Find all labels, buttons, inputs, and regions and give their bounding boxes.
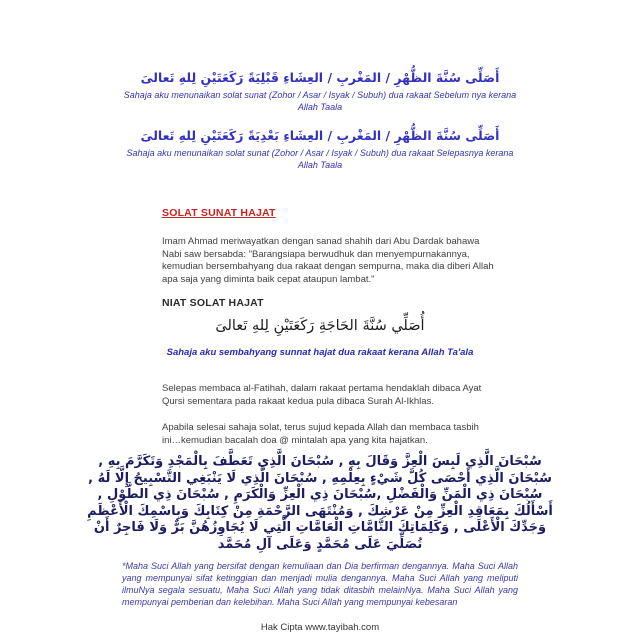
niat-solat-hajat-title: NIAT SOLAT HAJAT (162, 297, 264, 309)
badiyah-translation: Sahaja aku menunaikan solat sunat (Zohor / Asar / Isyak / Subuh) dua rakaat Selepasnya kerana Allah Taala (126, 148, 514, 170)
niat-arabic-text: أُصَلِّي سُنَّةَ الحَاجَةِ رَكَعَتَيْنِ لِلهِ تَعالىَ (215, 318, 425, 334)
main-column (162, 207, 496, 309)
qabliyah-translation: Sahaja aku menunaikan solat sunat (Zohor / Asar / Isyak / Subuh) dua rakaat Sebelum nya kerana Allah Taala (123, 90, 517, 112)
instruction-fatihah: Selepas membaca al-Fatihah, dalam rakaat pertama hendaklah dibaca Ayat Qursi sementara pada rakaat kedua pula dibaca Surah Al-Ikhlas. (162, 383, 482, 407)
tasbih-line-1: سُبْحَانَ الَّذِي لَبِسَ الْعِزَّ وَقَالَ بِهِ , سُبْحَانَ الَّذِي تَعَطَّفَ بِالْمَجْدِ وَتَكَرَّمَ بِهِ , (98, 454, 542, 469)
copyright-footer: Hak Cipta www.tayibah.com (260, 622, 380, 633)
section-title-solat-sunat-hajat: SOLAT SUNAT HAJAT (162, 207, 276, 219)
hadith-paragraph: Imam Ahmad meriwayatkan dengan sanad shahih dari Abu Dardak bahawa Nabi saw bersabda: "Barangsiapa berwudhuk dan menyempurnakannya, kemudian bersembahyang dua rakaat dengan sempurna, maka dia diberi Allah apa saja yang diminta baik cepat ataupun lambat." (162, 236, 494, 285)
instruction-column (162, 383, 496, 447)
tasbih-arabic-block (0, 454, 640, 553)
tasbih-line-5: وَجَدِّكَ الْأَعْلَى , وَكَلِمَاتِكَ التَّامَّاتِ الْعَامَّاتِ الَّتِي لَا يُجَاوِزُهُنَّ بَرٌّ وَلَا فَاجِرٌ أَنْ (93, 520, 547, 535)
tasbih-line-4: أَسْأَلُكَ بِمَعَاقِدِ الْعِزِّ مِنْ عَرْشِكَ , وَمُنْتَهَى الرَّحْمَةِ مِنْ كِتَابِكَ وَبِاسْمِكَ الْأَعْظَمِ (87, 503, 553, 519)
badiyah-arabic-heading: أَصَلِّى سُنَّةَ الظُّهْرِ / المَغْربِ / العِشَاءِ بَعْدِيَةً رَكَعَتَيْنِ لِلهِ تَعالىَ (140, 128, 500, 143)
qabliyah-arabic-heading: أَصَلِّى سُنَّةَ الظُّهْرِ / المَغْربِ / العِشَاءِ قَبْلِيَةً رَكَعَتَيْنِ لِلهِ تَعالىَ (140, 70, 500, 85)
instruction-sujud: Apabila selesai sahaja solat, terus sujud kepada Allah dan membaca tasbih ini…kemudian bacalah doa @ mintalah apa yang kita hajatkan. (162, 422, 479, 446)
tasbih-line-3: سُبْحَانَ ذِي الْمَنِّ وَالْفَضْلِ ,سُبْحَانَ ذِي الْعِزِّ وَالْكَرَمِ , سُبْحَانَ ذِي الطَّوْلِ , (97, 487, 543, 502)
niat-translation: Sahaja aku sembahyang sunnat hajat dua rakaat kerana Allah Ta'ala (166, 347, 474, 358)
tasbih-translation: *Maha Suci Allah yang bersifat dengan kemuliaan dan Dia berfirman dengannya. Maha Suci Allah yang mempunyai sifat ketinggian dan menjadi mulia dengannya. Maha Suci Allah yang meliputi ilmuNya segala sesuatu, Maha Suci Allah yang tidak ditasbih melainNya. Maha Suci Allah yang mempunyai pemberian dan kelebihan. Maha Suci Allah yang mempunyai kebesaran (122, 561, 518, 607)
tasbih-line-2: سُبْحَانَ الَّذِي أَحْصَى كُلَّ شَيْءٍ بِعِلْمِهِ , سُبْحَانَ الَّذِي لَا يَنْبَغِي التَّسْبِيحُ إِلَّا لَهُ , (88, 470, 552, 486)
tasbih-line-6: تُصَلِّيَ عَلَى مُحَمَّدٍ وَعَلَى آلِ مُحَمَّد (217, 536, 423, 552)
